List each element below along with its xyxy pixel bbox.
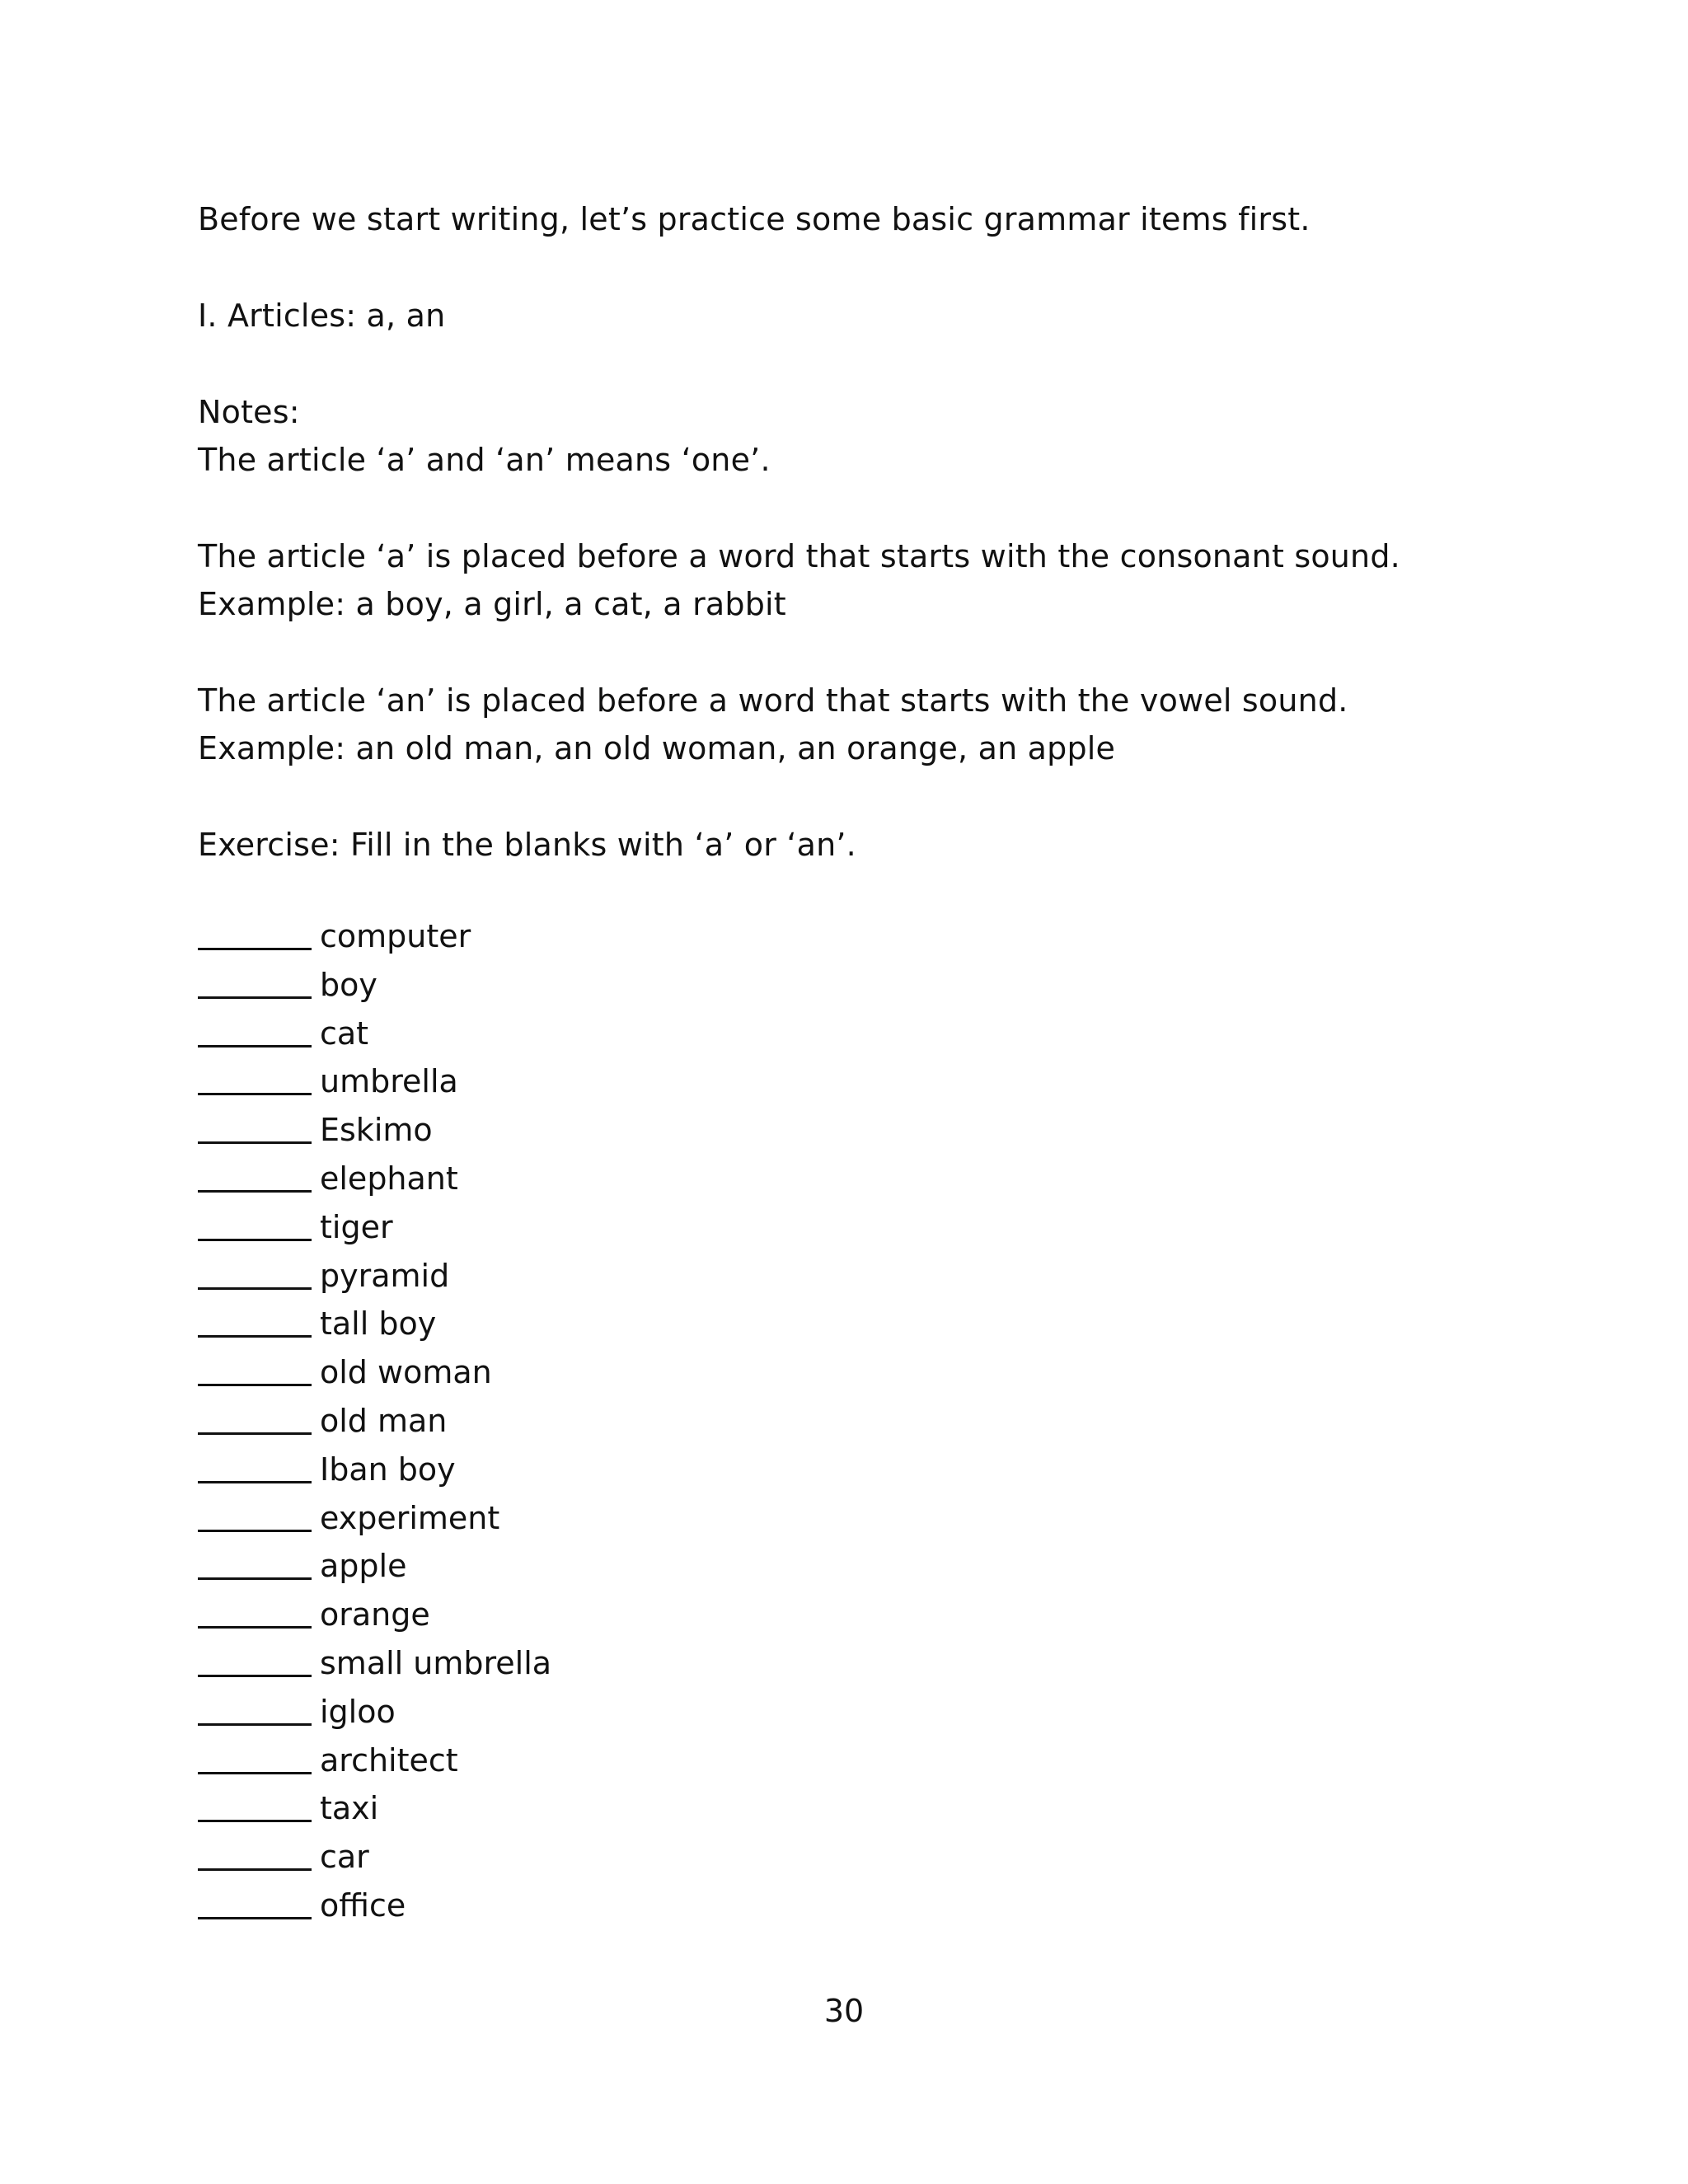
- exercise-word: tiger: [320, 1208, 393, 1245]
- answer-blank[interactable]: [198, 916, 312, 950]
- exercise-item: [198, 1833, 551, 1882]
- exercise-word: Iban boy: [320, 1451, 456, 1488]
- exercise-word: elephant: [320, 1160, 458, 1197]
- example-a: Example: a boy, a girl, a cat, a rabbit: [198, 586, 786, 622]
- exercise-item: [198, 1155, 551, 1203]
- exercise-item: [198, 1591, 551, 1639]
- exercise-list: [198, 912, 551, 1930]
- exercise-word: small umbrella: [320, 1644, 552, 1681]
- answer-blank[interactable]: [198, 1062, 312, 1095]
- exercise-item: [198, 1010, 551, 1058]
- exercise-item: [198, 1252, 551, 1301]
- exercise-word: cat: [320, 1015, 369, 1052]
- exercise-word: igloo: [320, 1693, 396, 1730]
- exercise-item: [198, 1784, 551, 1833]
- exercise-word: tall boy: [320, 1305, 437, 1343]
- exercise-item: [198, 1203, 551, 1252]
- exercise-word: office: [320, 1886, 406, 1924]
- exercise-item: [198, 1494, 551, 1543]
- answer-blank[interactable]: [198, 1304, 312, 1338]
- exercise-item: [198, 1397, 551, 1446]
- exercise-word: apple: [320, 1548, 407, 1585]
- exercise-item: [198, 1736, 551, 1785]
- answer-blank[interactable]: [198, 1401, 312, 1435]
- exercise-word: umbrella: [320, 1063, 458, 1100]
- answer-blank[interactable]: [198, 1788, 312, 1822]
- exercise-word: old woman: [320, 1354, 492, 1391]
- exercise-word: old man: [320, 1402, 448, 1439]
- answer-blank[interactable]: [198, 1159, 312, 1193]
- answer-blank[interactable]: [198, 1546, 312, 1580]
- answer-blank[interactable]: [198, 1643, 312, 1677]
- answer-blank[interactable]: [198, 1352, 312, 1386]
- exercise-word: architect: [320, 1741, 458, 1779]
- rule-an: The article ‘an’ is placed before a word that starts with the vowel sound.: [198, 682, 1348, 719]
- exercise-word: taxi: [320, 1790, 379, 1827]
- example-an: Example: an old man, an old woman, an orange, an apple: [198, 730, 1116, 766]
- exercise-item: [198, 1106, 551, 1155]
- exercise-item: [198, 1542, 551, 1591]
- answer-blank[interactable]: [198, 965, 312, 999]
- intro-text: Before we start writing, let’s practice some basic grammar items first.: [198, 201, 1311, 237]
- exercise-item: [198, 1057, 551, 1106]
- rule-a: The article ‘a’ is placed before a word that starts with the consonant sound.: [198, 538, 1400, 574]
- exercise-item: [198, 1882, 551, 1930]
- answer-blank[interactable]: [198, 1498, 312, 1532]
- answer-blank[interactable]: [198, 1450, 312, 1483]
- exercise-instruction: Exercise: Fill in the blanks with ‘a’ or ‘an’.: [198, 827, 856, 863]
- answer-blank[interactable]: [198, 1692, 312, 1726]
- exercise-word: car: [320, 1839, 369, 1876]
- answer-blank[interactable]: [198, 1207, 312, 1241]
- notes-line: The article ‘a’ and ‘an’ means ‘one’.: [198, 442, 771, 478]
- exercise-item: [198, 912, 551, 961]
- exercise-word: orange: [320, 1596, 430, 1633]
- answer-blank[interactable]: [198, 1014, 312, 1047]
- notes-label: Notes:: [198, 394, 300, 430]
- exercise-item: [198, 1300, 551, 1348]
- answer-blank[interactable]: [198, 1741, 312, 1774]
- exercise-word: Eskimo: [320, 1112, 433, 1149]
- exercise-word: boy: [320, 966, 377, 1003]
- answer-blank[interactable]: [198, 1110, 312, 1144]
- page-number: 30: [823, 1993, 865, 2029]
- exercise-word: computer: [320, 918, 471, 954]
- answer-blank[interactable]: [198, 1595, 312, 1629]
- answer-blank[interactable]: [198, 1837, 312, 1871]
- exercise-item: [198, 1639, 551, 1688]
- exercise-word: pyramid: [320, 1257, 450, 1294]
- exercise-item: [198, 961, 551, 1010]
- answer-blank[interactable]: [198, 1886, 312, 1919]
- section-title: I. Articles: a, an: [198, 298, 446, 334]
- exercise-word: experiment: [320, 1499, 500, 1536]
- exercise-item: [198, 1446, 551, 1494]
- exercise-item: [198, 1688, 551, 1736]
- exercise-item: [198, 1348, 551, 1397]
- answer-blank[interactable]: [198, 1256, 312, 1290]
